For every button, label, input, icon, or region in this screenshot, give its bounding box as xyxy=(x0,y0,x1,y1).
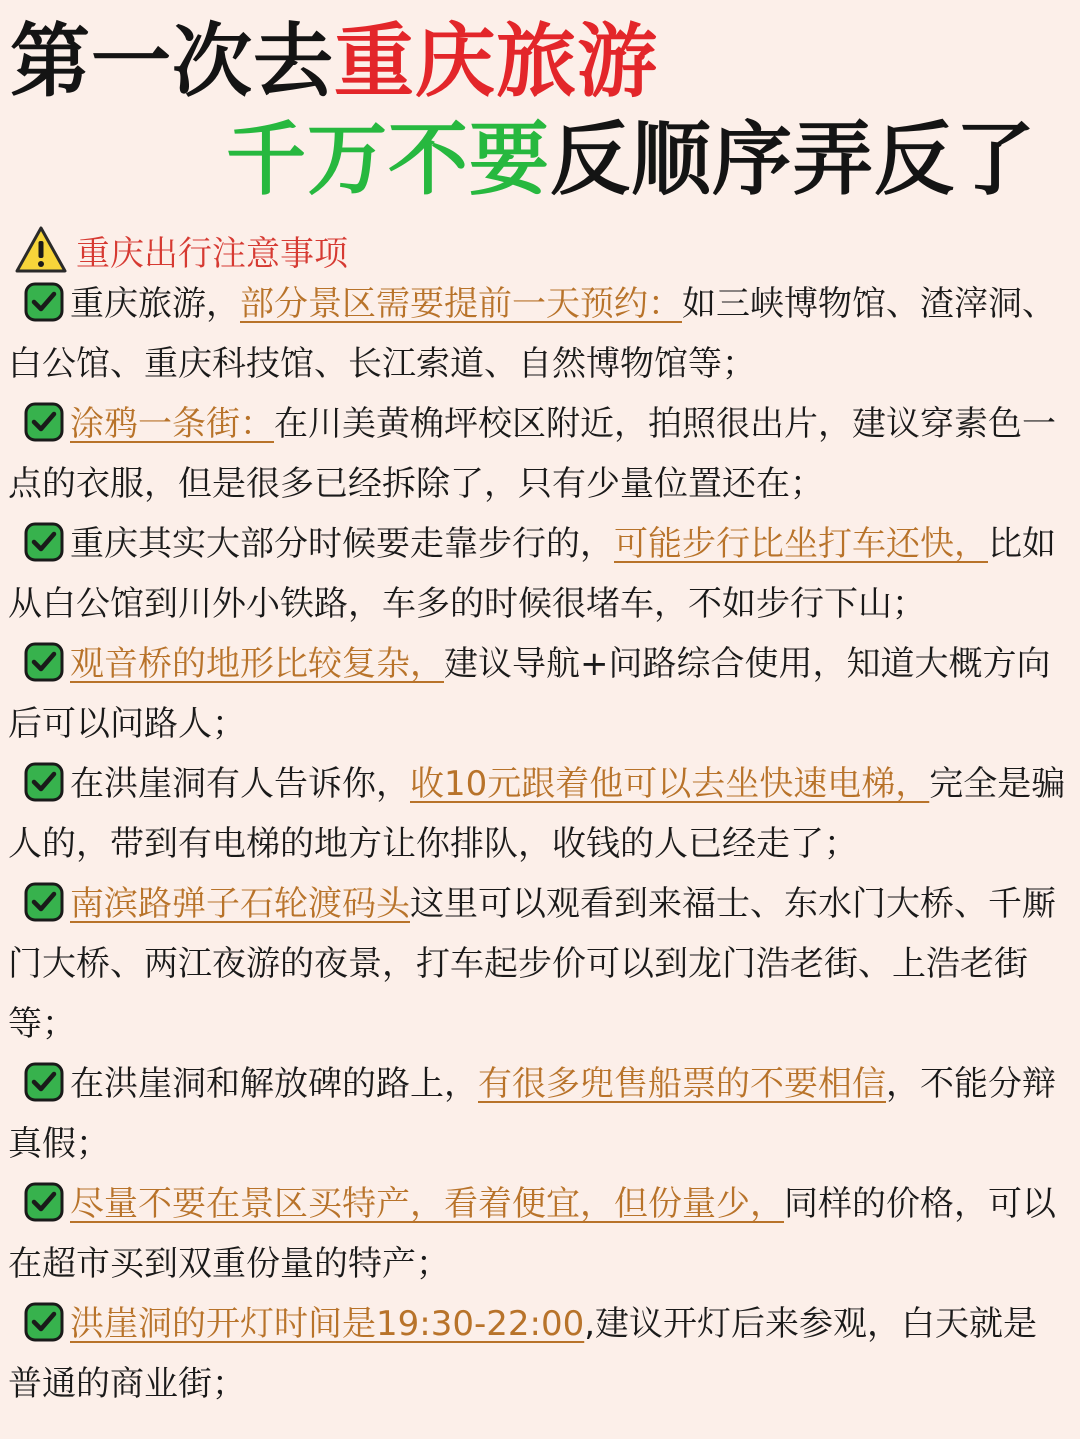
tip-item xyxy=(8,1174,1068,1294)
tip-highlight: 收10元跟着他可以去坐快速电梯， xyxy=(410,764,930,804)
check-icon xyxy=(24,881,64,921)
check-icon xyxy=(24,401,64,441)
tips-list xyxy=(8,274,1068,1414)
tip-highlight: 有很多兜售船票的不要相信 xyxy=(478,1064,886,1104)
tip-highlight: 部分景区需要提前一天预约： xyxy=(240,284,682,324)
check-icon xyxy=(24,641,64,681)
tip-text: 重庆其实大部分时候要走靠步行的， xyxy=(70,524,614,564)
title-line-1 xyxy=(10,14,658,110)
tip-text: 在洪崖洞有人告诉你， xyxy=(70,764,410,804)
check-icon xyxy=(24,1181,64,1221)
title-black-part: 第一次去 xyxy=(10,15,334,108)
title-red-part: 重庆旅游 xyxy=(334,15,658,108)
check-icon xyxy=(24,281,64,321)
tip-text: 在川美黄桷坪校区附近，拍照很出片，建议穿素色一点的衣服，但是很多已经拆除了，只有少量位置还在； xyxy=(8,404,1056,504)
tip-item xyxy=(8,754,1068,874)
tip-highlight: 观音桥的地形比较复杂， xyxy=(70,644,444,684)
warning-icon xyxy=(14,225,68,275)
tip-text: 同样的价格，可以在超市买到双重份量的特产； xyxy=(8,1184,1056,1284)
tip-item xyxy=(8,394,1068,514)
tip-text: 这里可以观看到来福士、东水门大桥、千厮门大桥、两江夜游的夜景，打车起步价可以到龙门浩老街、上浩老街等； xyxy=(8,884,1056,1044)
tip-highlight: 洪崖洞的开灯时间是19:30-22:00 xyxy=(70,1304,585,1344)
tip-text: 在洪崖洞和解放碑的路上， xyxy=(70,1064,478,1104)
tip-item xyxy=(8,1054,1068,1174)
tip-highlight: 南滨路弹子石轮渡码头 xyxy=(70,884,410,924)
title-green-part: 千万不要 xyxy=(226,113,550,206)
tip-text: ，不能分辩真假； xyxy=(8,1064,1056,1164)
check-icon xyxy=(24,521,64,561)
tip-text: 重庆旅游， xyxy=(70,284,240,324)
tip-item xyxy=(8,274,1068,394)
tip-text: 完全是骗人的，带到有电梯的地方让你排队，收钱的人已经走了； xyxy=(8,764,1066,864)
tip-item xyxy=(8,1294,1068,1414)
check-icon xyxy=(24,1301,64,1341)
notice-text: 重庆出行注意事项 xyxy=(76,233,348,274)
check-icon xyxy=(24,761,64,801)
tip-text: 建议导航+问路综合使用，知道大概方向后可以问路人； xyxy=(8,644,1051,744)
tip-item xyxy=(8,634,1068,754)
check-icon xyxy=(24,1061,64,1101)
tip-item xyxy=(8,874,1068,1054)
tip-text: 比如从白公馆到川外小铁路，车多的时候很堵车，不如步行下山； xyxy=(8,524,1056,624)
tip-text: 如三峡博物馆、渣滓洞、白公馆、重庆科技馆、长江索道、自然博物馆等； xyxy=(8,284,1056,384)
title-line-2 xyxy=(226,112,1036,208)
notice-heading xyxy=(14,222,348,278)
tip-text: ,建议开灯后来参观，白天就是普通的商业街； xyxy=(8,1304,1038,1404)
tip-highlight: 涂鸦一条街： xyxy=(70,404,274,444)
tip-highlight: 尽量不要在景区买特产，看着便宜，但份量少， xyxy=(70,1184,784,1224)
title-black-part-2: 反顺序弄反了 xyxy=(550,113,1036,206)
tip-highlight: 可能步行比坐打车还快， xyxy=(614,524,988,564)
tip-item xyxy=(8,514,1068,634)
